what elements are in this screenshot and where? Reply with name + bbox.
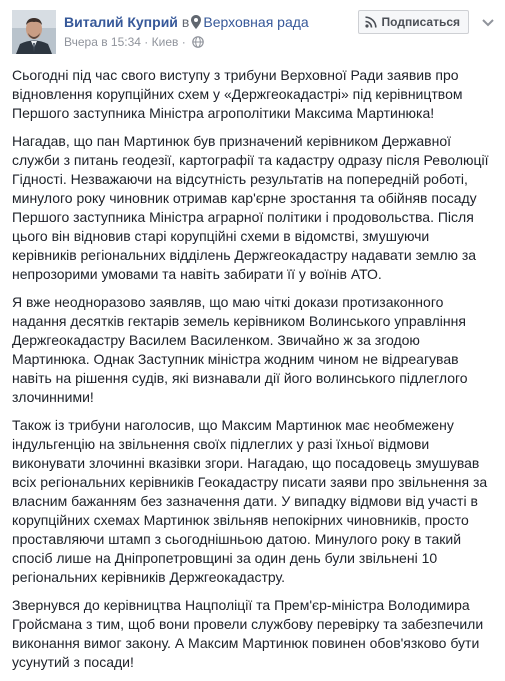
post-meta — [64, 34, 204, 52]
in-word: в — [181, 14, 190, 30]
post-paragraph: Звернувся до керівництва Нацполіції та Прем'єр-міністра Володимира Гройсмана з тим, щоб вони провели службову перевірку та забезпечили виконання вимог закону. А Максим Мартинюк повинен обов'язково бути усунутий з посади! — [12, 597, 484, 670]
post-title-line — [64, 13, 309, 33]
post-paragraph: Також із трибуни наголосив, що Максим Мартинюк має необмежену індульгенцію на звільнення своїх підлеглих у разі їхньої відмови виконувати злочинні вказівки згори. Нагадаю, що посадовець змушував всіх регіональних керівників Геокадастру писати заяви про звільнення за власним бажанням без зазначення дати. У випадку відмови від участі в корупційних схемах Мартинюк звільняв непокірних чиновників, просто проставляючи штамп з сьогоднішньою датою. Минулого року в такий спосіб лише на Дніпропетровщині за один день були звільнені 10 регіональних керівників Держгеокадастру. — [12, 417, 488, 585]
chevron-down-icon[interactable] — [481, 16, 495, 28]
meta-separator-2: · — [181, 35, 186, 49]
post-header — [12, 10, 495, 54]
author-name[interactable]: Виталий Куприй — [64, 14, 178, 30]
location-link[interactable]: Верховная рада — [203, 14, 309, 30]
subscribe-label: Подписаться — [381, 15, 460, 29]
meta-separator: · — [144, 35, 149, 49]
post-paragraph: Нагадав, що пан Мартинюк був призначений керівником Державної служби з питань геодезії, картографії та кадастру одразу після Революції Гідності. Незважаючи на відсутність результатів на попередній роботі, минулого року чиновник отримав кар'єрне зростання та обійняв посаду Першого заступника Міністра аграрної політики і продовольства. Після цього він відновив старі корупційні схеми в відомстві, змушуючи керівників регіональних відділень Держгеокадастру надавати землю за непрозорими умовами та навіть забирати її у воїнів АТО. — [12, 133, 489, 282]
post-paragraph: Сьогодні під час свого виступу з трибуни Верховної Ради заявив про відновлення корупційних схем у «Держгеокадастрі» під керівництвом Першого заступника Міністра агрополітики Максима Мартинюка! — [12, 67, 463, 121]
post-city: Киев — [151, 35, 179, 49]
avatar[interactable] — [12, 10, 56, 54]
post-body — [12, 66, 496, 681]
map-pin-icon — [191, 15, 201, 33]
rss-icon — [365, 13, 377, 35]
post-paragraph: Я вже неодноразово заявляв, що маю чіткі докази протизаконного надання десятків гектарів земель керівником Волинського управління Держгеокадастру Василем Василенком. Звичайно ж за згодою Мартинюка. Однак Заступник міністра жодним чином не відреагував навіть на рішення судів, які визнавали дії його волинського підлеглого злочинними! — [12, 294, 468, 405]
globe-icon[interactable] — [192, 36, 204, 52]
post-timestamp[interactable]: Вчера в 15:34 — [64, 35, 141, 49]
subscribe-button[interactable] — [358, 10, 469, 34]
